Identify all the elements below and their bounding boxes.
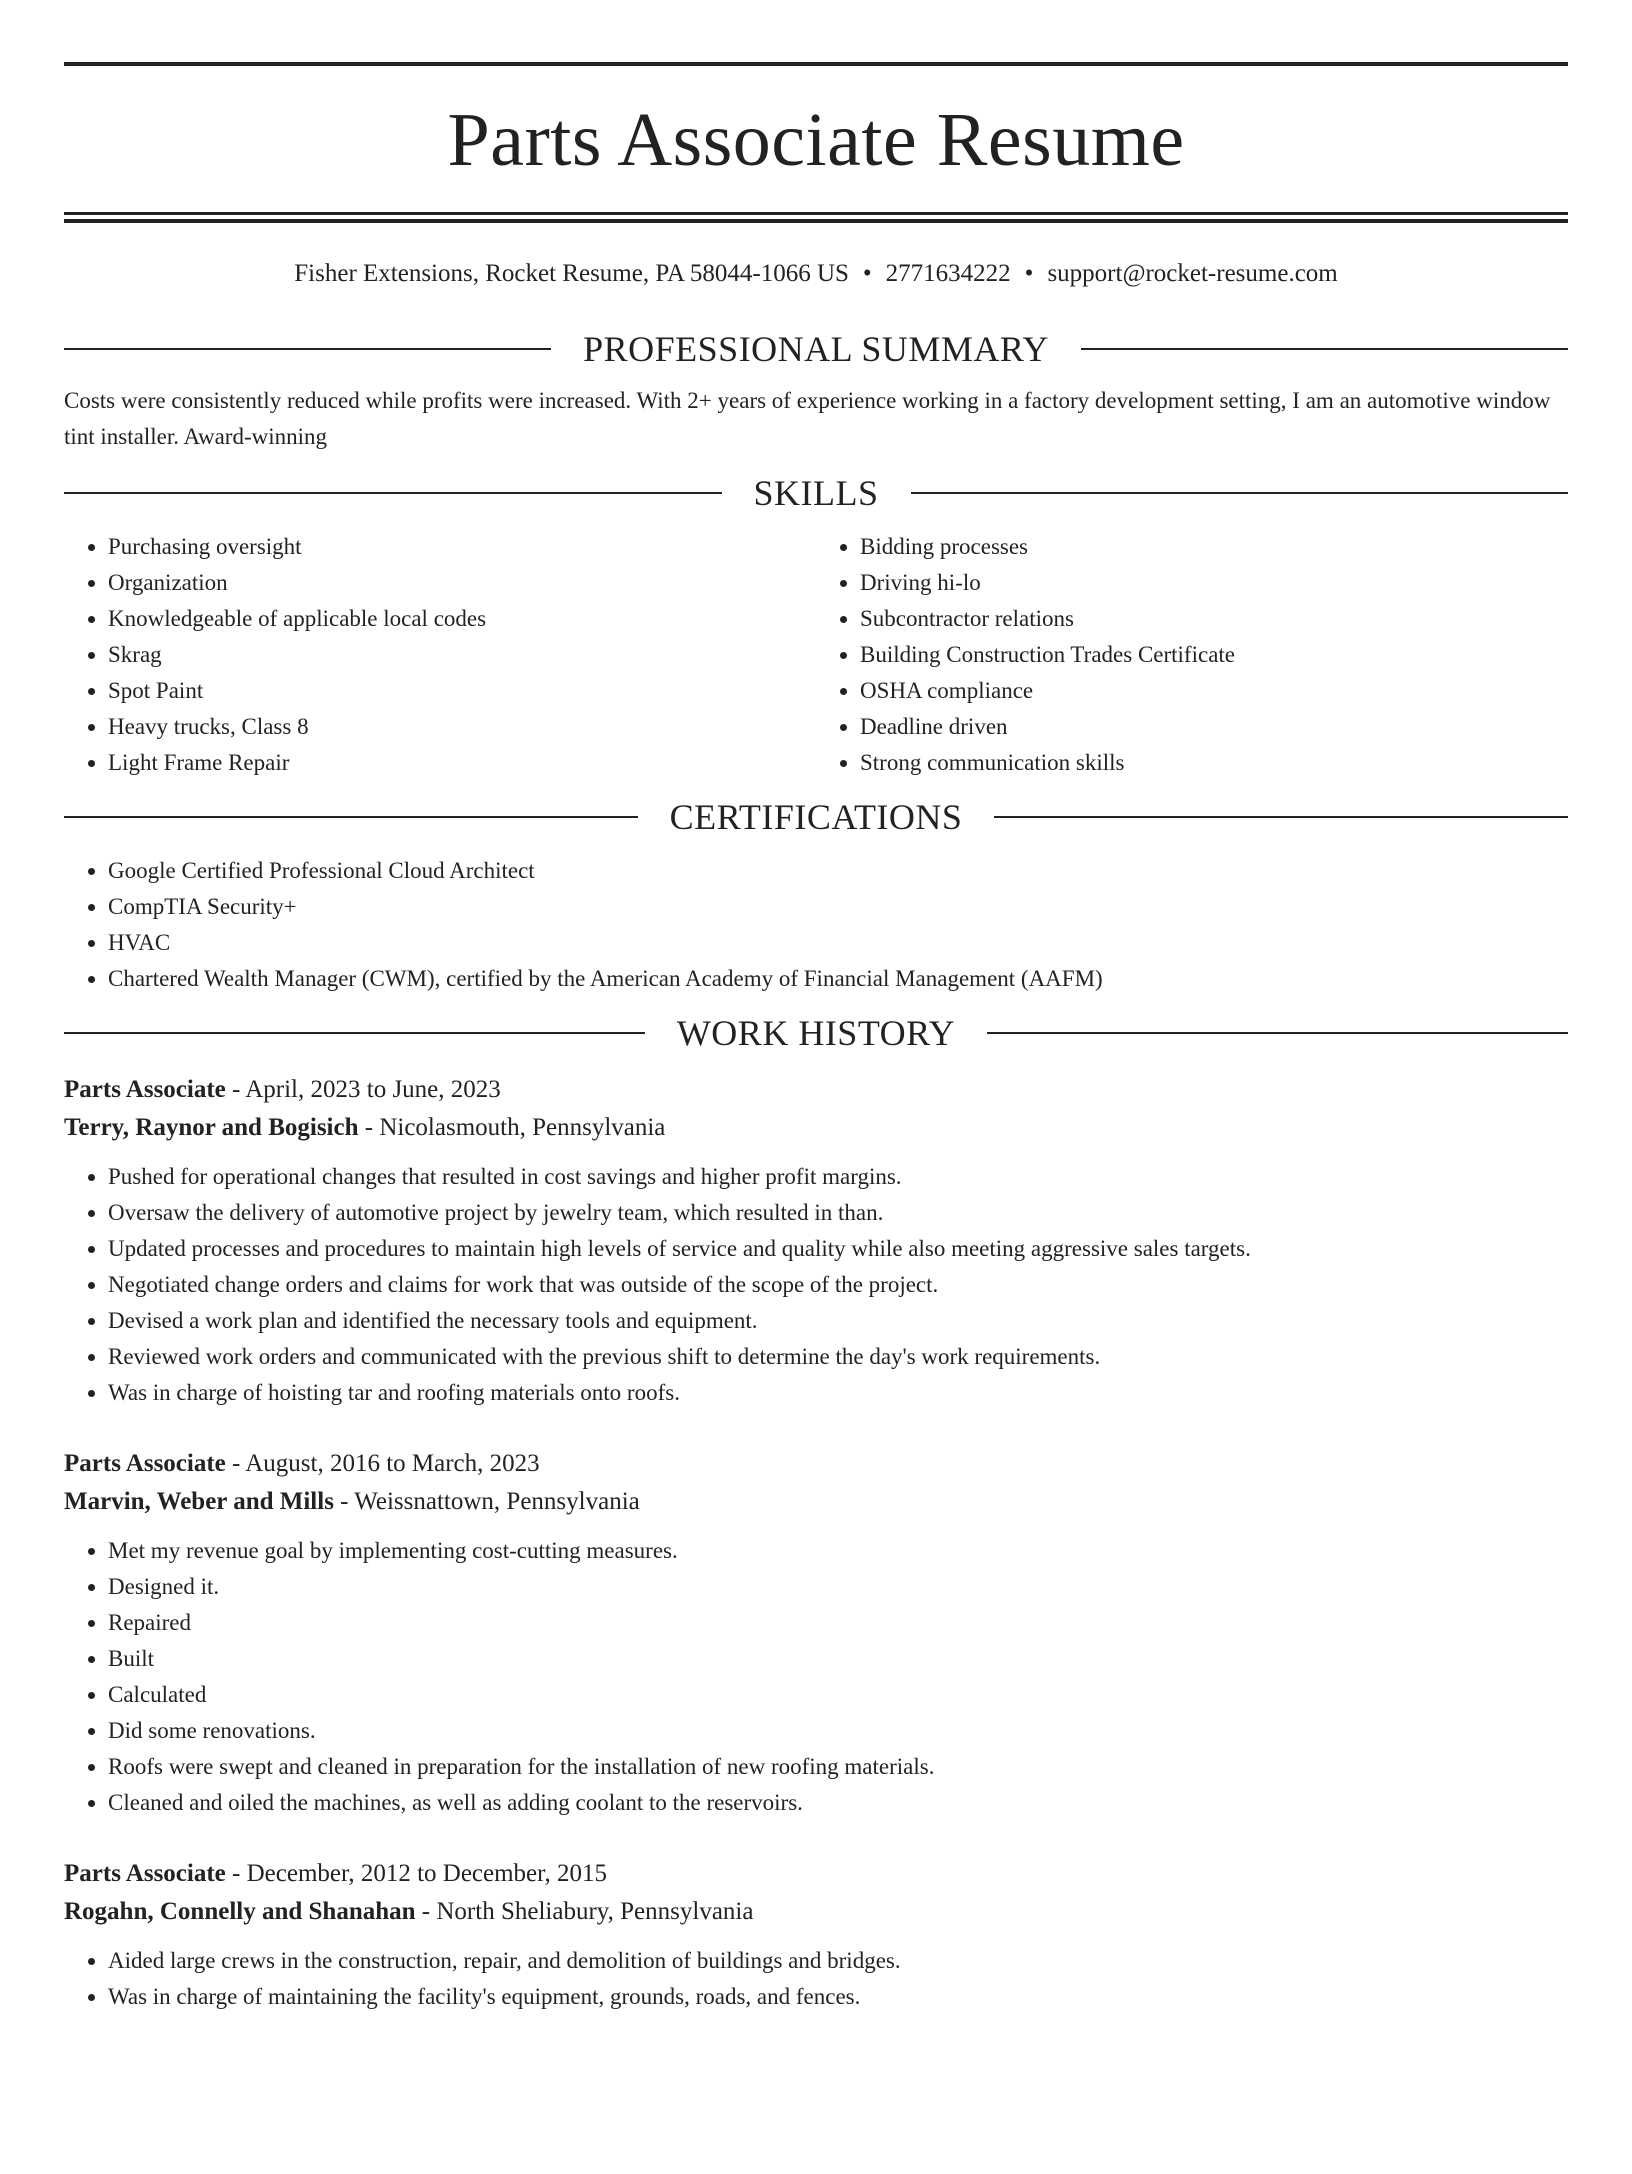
list-item: • Bidding processes xyxy=(860,529,1568,565)
list-item: • Cleaned and oiled the machines, as well as adding coolant to the reservoirs. xyxy=(108,1785,1568,1821)
list-item: • Light Frame Repair xyxy=(108,745,816,781)
job-dates: April, 2023 to June, 2023 xyxy=(245,1076,501,1103)
list-item: • OSHA compliance xyxy=(860,673,1568,709)
section-title: CERTIFICATIONS xyxy=(669,797,963,837)
list-item: • Calculated xyxy=(108,1677,1568,1713)
job-company-line xyxy=(64,1483,1568,1521)
list-item: • Spot Paint xyxy=(108,673,816,709)
job-entry xyxy=(64,1445,1568,1821)
job-bullets xyxy=(64,1943,1568,2015)
list-item: • Subcontractor relations xyxy=(860,601,1568,637)
heading-rule xyxy=(64,816,638,818)
list-item: • Strong communication skills xyxy=(860,745,1568,781)
heading-rule xyxy=(1081,348,1568,350)
dash: - xyxy=(358,1114,380,1141)
contact-line xyxy=(64,259,1568,289)
list-item: • Oversaw the delivery of automotive project by jewelry team, which resulted in than. xyxy=(108,1195,1568,1231)
job-location: North Sheliabury, Pennsylvania xyxy=(436,1898,754,1925)
list-item: • Roofs were swept and cleaned in preparation for the installation of new roofing materials. xyxy=(108,1749,1568,1785)
job-company: Marvin, Weber and Mills xyxy=(64,1488,334,1515)
job-dates: August, 2016 to March, 2023 xyxy=(245,1450,540,1477)
job-company-line xyxy=(64,1109,1568,1147)
section-heading-work-history xyxy=(64,1011,1568,1055)
dash: - xyxy=(225,1450,246,1477)
job-dates: December, 2012 to December, 2015 xyxy=(246,1860,607,1887)
list-item: • Repaired xyxy=(108,1605,1568,1641)
list-item: • Was in charge of hoisting tar and roofing materials onto roofs. xyxy=(108,1375,1568,1411)
page-title: Parts Associate Resume xyxy=(447,98,1185,182)
job-title-line xyxy=(64,1445,1568,1483)
list-item: • CompTIA Security+ xyxy=(108,889,1568,925)
section-heading-skills xyxy=(64,471,1568,515)
list-item: • Built xyxy=(108,1641,1568,1677)
heading-rule xyxy=(64,492,722,494)
contact-address: Fisher Extensions, Rocket Resume, PA 58044-1066 US xyxy=(294,260,849,287)
skills-list xyxy=(64,529,1568,781)
list-item: • Google Certified Professional Cloud Architect xyxy=(108,853,1568,889)
dash: - xyxy=(333,1488,355,1515)
list-item: • Updated processes and procedures to maintain high levels of service and quality while also meeting aggressive sales targets. xyxy=(108,1231,1568,1267)
list-item: • Chartered Wealth Manager (CWM), certified by the American Academy of Financial Management (AAFM) xyxy=(108,961,1568,997)
title-double-rule xyxy=(64,212,1568,223)
dash: - xyxy=(225,1076,246,1103)
contact-phone: 2771634222 xyxy=(885,260,1011,287)
contact-email: support@rocket-resume.com xyxy=(1047,260,1338,287)
heading-rule xyxy=(987,1032,1568,1034)
job-title: Parts Associate xyxy=(64,1076,226,1103)
list-item: • Purchasing oversight xyxy=(108,529,816,565)
list-item: • Devised a work plan and identified the necessary tools and equipment. xyxy=(108,1303,1568,1339)
list-item: • Organization xyxy=(108,565,816,601)
job-company: Terry, Raynor and Bogisich xyxy=(64,1114,359,1141)
list-item: • Driving hi-lo xyxy=(860,565,1568,601)
job-title: Parts Associate xyxy=(64,1450,226,1477)
section-heading-certifications xyxy=(64,795,1568,839)
job-location: Weissnattown, Pennsylvania xyxy=(354,1488,640,1515)
list-item: • Negotiated change orders and claims for work that was outside of the scope of the project. xyxy=(108,1267,1568,1303)
section-heading-summary xyxy=(64,327,1568,371)
resume-page xyxy=(0,62,1632,2174)
summary-text: Costs were consistently reduced while profits were increased. With 2+ years of experience working in a factory development setting, I am an automotive window tint installer. Award-winning xyxy=(64,388,1551,449)
list-item: • Skrag xyxy=(108,637,816,673)
heading-rule xyxy=(911,492,1569,494)
section-title: SKILLS xyxy=(753,473,879,513)
list-item: • Met my revenue goal by implementing cost-cutting measures. xyxy=(108,1533,1568,1569)
heading-rule xyxy=(64,348,551,350)
job-title: Parts Associate xyxy=(64,1860,226,1887)
list-item: • Designed it. xyxy=(108,1569,1568,1605)
job-bullets xyxy=(64,1533,1568,1821)
certifications-list xyxy=(64,853,1568,997)
list-item: • Heavy trucks, Class 8 xyxy=(108,709,816,745)
job-bullets xyxy=(64,1159,1568,1411)
list-item: • HVAC xyxy=(108,925,1568,961)
list-item: • Pushed for operational changes that resulted in cost savings and higher profit margins. xyxy=(108,1159,1568,1195)
list-item: • Aided large crews in the construction, repair, and demolition of buildings and bridges. xyxy=(108,1943,1568,1979)
skills-column-right xyxy=(816,529,1568,781)
section-title: PROFESSIONAL SUMMARY xyxy=(583,329,1049,369)
dash: - xyxy=(225,1860,247,1887)
list-item: • Reviewed work orders and communicated with the previous shift to determine the day's work requirements. xyxy=(108,1339,1568,1375)
job-company: Rogahn, Connelly and Shanahan xyxy=(64,1898,416,1925)
job-company-line xyxy=(64,1893,1568,1931)
contact-separator: • xyxy=(1024,260,1034,287)
list-item: • Did some renovations. xyxy=(108,1713,1568,1749)
list-item: • Building Construction Trades Certificate xyxy=(860,637,1568,673)
job-title-line xyxy=(64,1071,1568,1109)
skills-column-left xyxy=(64,529,816,781)
section-title: WORK HISTORY xyxy=(676,1013,956,1053)
job-location: Nicolasmouth, Pennsylvania xyxy=(379,1114,666,1141)
list-item: • Knowledgeable of applicable local codes xyxy=(108,601,816,637)
list-item: • Deadline driven xyxy=(860,709,1568,745)
contact-separator: • xyxy=(862,260,872,287)
top-rule xyxy=(64,62,1568,66)
heading-rule xyxy=(64,1032,645,1034)
dash: - xyxy=(415,1898,437,1925)
job-entry xyxy=(64,1855,1568,2015)
job-entry xyxy=(64,1071,1568,1411)
job-title-line xyxy=(64,1855,1568,1893)
heading-rule xyxy=(994,816,1568,818)
list-item: • Was in charge of maintaining the facility's equipment, grounds, roads, and fences. xyxy=(108,1979,1568,2015)
